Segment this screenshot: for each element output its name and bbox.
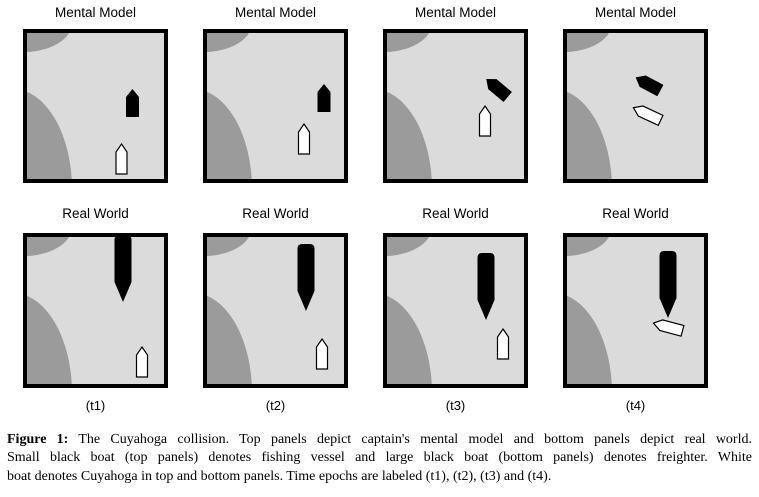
real-world-map-t3 bbox=[387, 237, 524, 384]
mental-model-panel-t4 bbox=[563, 29, 708, 183]
real-world-panel-t1 bbox=[23, 233, 168, 388]
time-label-t1: (t1) bbox=[85, 398, 106, 413]
mental-model-map-t2 bbox=[207, 33, 344, 179]
mental-model-title-t3: Mental Model bbox=[414, 5, 497, 20]
mental-model-title-t4: Mental Model bbox=[594, 5, 677, 20]
time-label-t2: (t2) bbox=[265, 398, 286, 413]
mental-model-panel-t2 bbox=[203, 29, 348, 183]
mental-model-map-t3 bbox=[387, 33, 524, 179]
caption-line-1 bbox=[7, 431, 752, 449]
real-world-title-t1: Real World bbox=[62, 206, 129, 221]
caption-line-3: boat denotes Cuyahoga in top and bottom panels. Time epochs are labeled (t1), (t2), (t3) and (t4). bbox=[7, 468, 552, 484]
mental-model-map-t1 bbox=[27, 33, 164, 179]
time-label-t4: (t4) bbox=[625, 398, 646, 413]
real-world-map-t2 bbox=[207, 237, 344, 384]
real-world-map-t4 bbox=[567, 237, 704, 384]
mental-model-title-t2: Mental Model bbox=[234, 5, 317, 20]
mental-model-panel-t1 bbox=[23, 29, 168, 183]
real-world-map-t1 bbox=[27, 237, 164, 384]
real-world-panel-t4 bbox=[563, 233, 708, 388]
real-world-panel-t3 bbox=[383, 233, 528, 388]
caption-figure-label: Figure 1: bbox=[7, 432, 69, 447]
mental-model-map-t4 bbox=[567, 33, 704, 179]
caption-line-2: Small black boat (top panels) denotes fishing vessel and large black boat (bottom panels) denotes freighter. White bbox=[7, 450, 752, 466]
mental-model-panel-t3 bbox=[383, 29, 528, 183]
real-world-title-t4: Real World bbox=[602, 206, 669, 221]
time-label-t3: (t3) bbox=[445, 398, 466, 413]
real-world-panel-t2 bbox=[203, 233, 348, 388]
caption-line-1-text: The Cuyahoga collision. Top panels depict captain's mental model and bottom panels depict real world. bbox=[68, 432, 752, 447]
figure-caption bbox=[0, 431, 759, 486]
real-world-title-t3: Real World bbox=[422, 206, 489, 221]
real-world-title-t2: Real World bbox=[242, 206, 309, 221]
mental-model-title-t1: Mental Model bbox=[54, 5, 137, 20]
